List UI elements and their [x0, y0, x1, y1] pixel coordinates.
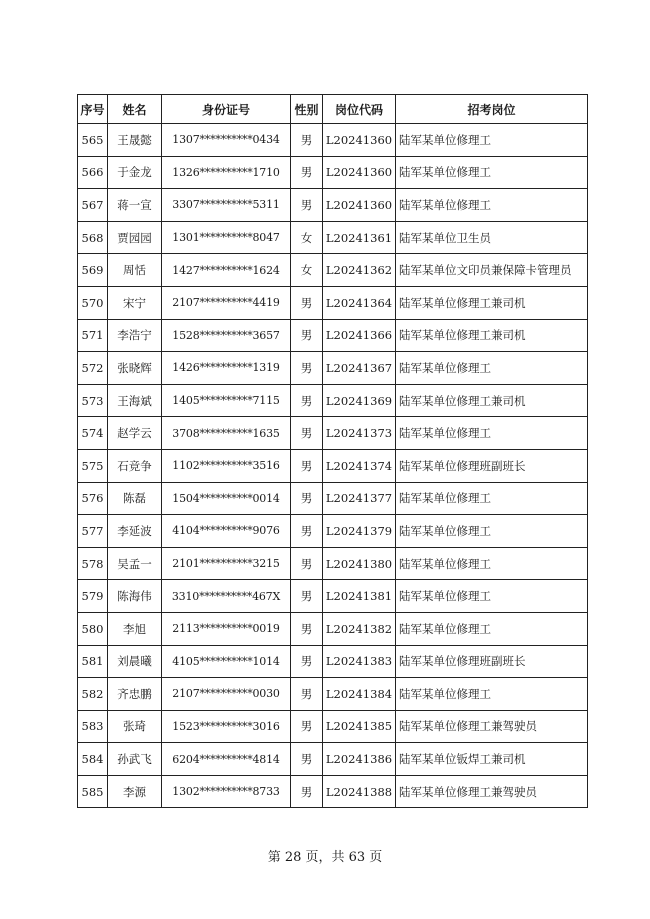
cell-index: 580 [78, 612, 108, 645]
cell-name: 宋宁 [108, 286, 162, 319]
cell-post-code: L20241360 [323, 189, 396, 222]
cell-index: 568 [78, 221, 108, 254]
table-row [78, 319, 588, 352]
cell-gender: 男 [291, 286, 323, 319]
cell-index: 572 [78, 352, 108, 385]
cell-index: 581 [78, 645, 108, 678]
cell-post-code: L20241360 [323, 156, 396, 189]
cell-index: 584 [78, 743, 108, 776]
table-row [78, 352, 588, 385]
cell-index: 565 [78, 124, 108, 157]
cell-post-title: 陆军某单位修理工 [396, 156, 588, 189]
cell-index: 585 [78, 775, 108, 808]
cell-post-title: 陆军某单位修理工 [396, 612, 588, 645]
cell-gender: 男 [291, 612, 323, 645]
cell-id-number: 1302**********8733 [162, 775, 291, 808]
cell-id-number: 3307**********5311 [162, 189, 291, 222]
table-row [78, 189, 588, 222]
cell-id-number: 2107**********0030 [162, 678, 291, 711]
cell-gender: 男 [291, 384, 323, 417]
cell-name: 王晟懿 [108, 124, 162, 157]
cell-index: 567 [78, 189, 108, 222]
cell-name: 陈磊 [108, 482, 162, 515]
cell-post-title: 陆军某单位修理工 [396, 678, 588, 711]
cell-gender: 男 [291, 156, 323, 189]
cell-name: 李延波 [108, 515, 162, 548]
cell-gender: 男 [291, 482, 323, 515]
cell-post-code: L20241369 [323, 384, 396, 417]
cell-post-title: 陆军某单位文印员兼保障卡管理员 [396, 254, 588, 287]
cell-id-number: 3708**********1635 [162, 417, 291, 450]
table-row [78, 515, 588, 548]
cell-id-number: 1523**********3016 [162, 710, 291, 743]
cell-id-number: 4104**********9076 [162, 515, 291, 548]
cell-id-number: 1102**********3516 [162, 449, 291, 482]
cell-post-title: 陆军某单位修理工兼司机 [396, 384, 588, 417]
table-row [78, 580, 588, 613]
cell-index: 575 [78, 449, 108, 482]
cell-name: 周恬 [108, 254, 162, 287]
cell-id-number: 4105**********1014 [162, 645, 291, 678]
header-post-title: 招考岗位 [396, 95, 588, 124]
cell-id-number: 2113**********0019 [162, 612, 291, 645]
cell-post-title: 陆军某单位修理班副班长 [396, 645, 588, 678]
cell-post-title: 陆军某单位修理工 [396, 547, 588, 580]
table-row [78, 678, 588, 711]
cell-name: 贾园园 [108, 221, 162, 254]
cell-gender: 男 [291, 515, 323, 548]
cell-id-number: 1427**********1624 [162, 254, 291, 287]
table-row [78, 221, 588, 254]
cell-id-number: 1326**********1710 [162, 156, 291, 189]
cell-post-code: L20241367 [323, 352, 396, 385]
cell-post-title: 陆军某单位修理工 [396, 124, 588, 157]
cell-name: 李旭 [108, 612, 162, 645]
table-row [78, 547, 588, 580]
cell-name: 齐忠鹏 [108, 678, 162, 711]
cell-index: 573 [78, 384, 108, 417]
header-gender: 性别 [291, 95, 323, 124]
cell-post-code: L20241385 [323, 710, 396, 743]
table-row [78, 156, 588, 189]
cell-id-number: 2107**********4419 [162, 286, 291, 319]
cell-index: 570 [78, 286, 108, 319]
cell-id-number: 3310**********467X [162, 580, 291, 613]
cell-gender: 男 [291, 775, 323, 808]
cell-index: 577 [78, 515, 108, 548]
cell-gender: 男 [291, 319, 323, 352]
table-row [78, 482, 588, 515]
cell-gender: 男 [291, 645, 323, 678]
table-body [78, 124, 588, 808]
cell-index: 571 [78, 319, 108, 352]
cell-id-number: 1301**********8047 [162, 221, 291, 254]
cell-gender: 男 [291, 547, 323, 580]
cell-post-title: 陆军某单位修理工兼司机 [396, 319, 588, 352]
table-row [78, 286, 588, 319]
table-row [78, 743, 588, 776]
cell-name: 王海斌 [108, 384, 162, 417]
cell-index: 582 [78, 678, 108, 711]
cell-id-number: 2101**********3215 [162, 547, 291, 580]
cell-post-title: 陆军某单位修理工 [396, 417, 588, 450]
cell-id-number: 1504**********0014 [162, 482, 291, 515]
cell-gender: 男 [291, 417, 323, 450]
cell-name: 张琦 [108, 710, 162, 743]
cell-name: 吴孟一 [108, 547, 162, 580]
cell-name: 陈海伟 [108, 580, 162, 613]
cell-name: 刘晨曦 [108, 645, 162, 678]
cell-post-title: 陆军某单位修理工兼司机 [396, 286, 588, 319]
cell-post-code: L20241386 [323, 743, 396, 776]
cell-post-code: L20241366 [323, 319, 396, 352]
cell-post-title: 陆军某单位修理工兼驾驶员 [396, 775, 588, 808]
cell-index: 574 [78, 417, 108, 450]
cell-index: 566 [78, 156, 108, 189]
cell-post-code: L20241373 [323, 417, 396, 450]
cell-gender: 男 [291, 124, 323, 157]
cell-index: 576 [78, 482, 108, 515]
cell-id-number: 6204**********4814 [162, 743, 291, 776]
cell-post-title: 陆军某单位修理工兼驾驶员 [396, 710, 588, 743]
table-row [78, 710, 588, 743]
cell-name: 李浩宁 [108, 319, 162, 352]
table-row [78, 449, 588, 482]
table-row [78, 775, 588, 808]
table-row [78, 384, 588, 417]
header-name: 姓名 [108, 95, 162, 124]
cell-name: 石竞争 [108, 449, 162, 482]
table-row [78, 612, 588, 645]
cell-gender: 男 [291, 678, 323, 711]
cell-post-code: L20241360 [323, 124, 396, 157]
cell-post-code: L20241382 [323, 612, 396, 645]
cell-gender: 男 [291, 352, 323, 385]
cell-post-code: L20241379 [323, 515, 396, 548]
cell-post-title: 陆军某单位修理工 [396, 189, 588, 222]
cell-gender: 男 [291, 743, 323, 776]
cell-post-code: L20241380 [323, 547, 396, 580]
cell-post-code: L20241377 [323, 482, 396, 515]
cell-gender: 女 [291, 254, 323, 287]
cell-name: 蒋一宣 [108, 189, 162, 222]
cell-name: 李源 [108, 775, 162, 808]
cell-post-title: 陆军某单位修理工 [396, 352, 588, 385]
cell-post-code: L20241361 [323, 221, 396, 254]
cell-gender: 男 [291, 580, 323, 613]
header-post-code: 岗位代码 [323, 95, 396, 124]
cell-gender: 男 [291, 449, 323, 482]
cell-name: 张晓辉 [108, 352, 162, 385]
cell-post-code: L20241364 [323, 286, 396, 319]
cell-post-code: L20241384 [323, 678, 396, 711]
cell-id-number: 1405**********7115 [162, 384, 291, 417]
cell-post-title: 陆军某单位修理工 [396, 580, 588, 613]
cell-id-number: 1528**********3657 [162, 319, 291, 352]
cell-post-title: 陆军某单位修理工 [396, 515, 588, 548]
cell-gender: 男 [291, 710, 323, 743]
page-number: 第 28 页，共 63 页 [267, 850, 383, 865]
table-row [78, 645, 588, 678]
cell-post-title: 陆军某单位卫生员 [396, 221, 588, 254]
cell-index: 578 [78, 547, 108, 580]
cell-post-title: 陆军某单位修理工 [396, 482, 588, 515]
cell-post-code: L20241374 [323, 449, 396, 482]
table-row [78, 254, 588, 287]
cell-gender: 男 [291, 189, 323, 222]
cell-id-number: 1307**********0434 [162, 124, 291, 157]
cell-post-title: 陆军某单位修理班副班长 [396, 449, 588, 482]
cell-index: 569 [78, 254, 108, 287]
cell-index: 579 [78, 580, 108, 613]
table-row [78, 417, 588, 450]
header-index: 序号 [78, 95, 108, 124]
cell-post-code: L20241388 [323, 775, 396, 808]
cell-name: 孙武飞 [108, 743, 162, 776]
cell-id-number: 1426**********1319 [162, 352, 291, 385]
table-header-row [78, 95, 588, 124]
cell-post-code: L20241381 [323, 580, 396, 613]
cell-gender: 女 [291, 221, 323, 254]
cell-post-code: L20241383 [323, 645, 396, 678]
cell-name: 于金龙 [108, 156, 162, 189]
cell-post-title: 陆军某单位钣焊工兼司机 [396, 743, 588, 776]
header-id-number: 身份证号 [162, 95, 291, 124]
table-row [78, 124, 588, 157]
cell-index: 583 [78, 710, 108, 743]
cell-name: 赵学云 [108, 417, 162, 450]
candidate-table [77, 94, 588, 808]
cell-post-code: L20241362 [323, 254, 396, 287]
